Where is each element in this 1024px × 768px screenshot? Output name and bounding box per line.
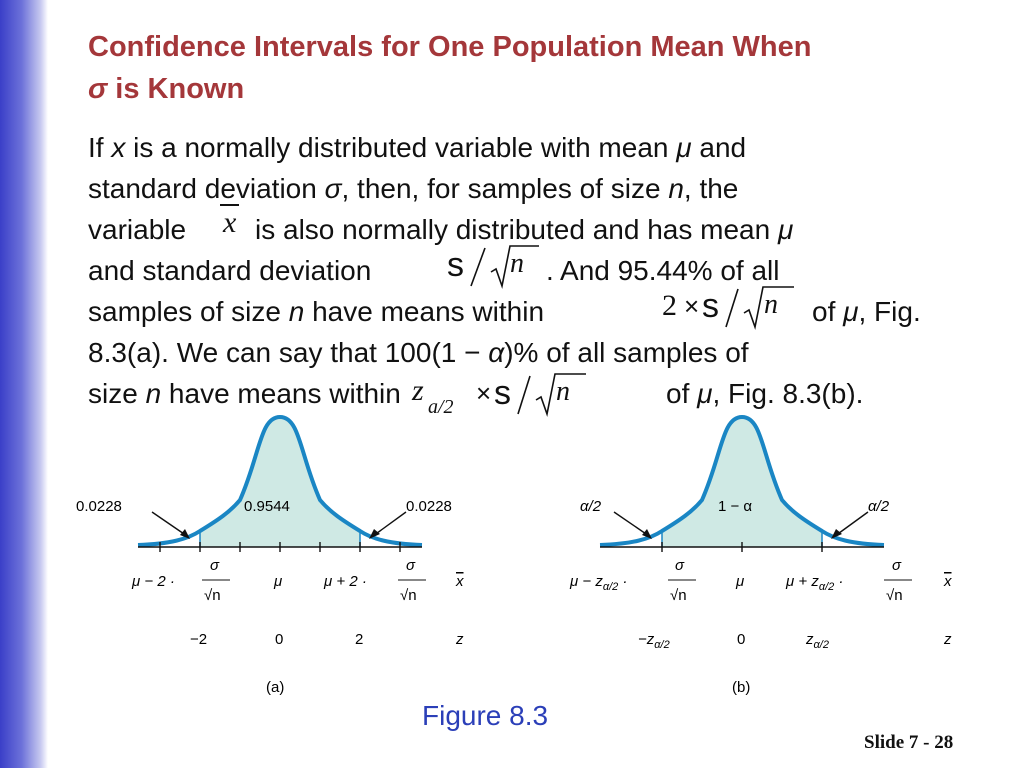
figure-a-row1-right: μ + 2 ·: [324, 573, 367, 590]
body-line-7: size n have means within: [88, 378, 401, 409]
figure-b-row1-right: $\mu + z_{\alpha/2}$ ·: [786, 573, 844, 593]
figure-b-center-area: 1 − α: [718, 498, 753, 515]
svg-text:σ: σ: [675, 557, 685, 574]
figure-a-label: (a): [266, 679, 285, 696]
figure-a-right-tail: 0.0228: [406, 498, 452, 515]
figure-b-left-tail: α/2: [580, 498, 602, 515]
figure-a-row1-mid: μ: [274, 573, 283, 590]
figure-b-row1-mid: μ: [736, 573, 745, 590]
figure-caption: Figure 8.3: [422, 700, 549, 731]
body-line-2: standard deviation σ, then, for samples of size n, the: [88, 173, 739, 204]
figure-a-row1-end: x: [456, 573, 464, 590]
body-line-3-rest: is also normally distributed and has mean μ: [255, 214, 794, 245]
xbar-symbol: x: [220, 206, 239, 240]
figure-a-shaded-area: [200, 417, 360, 547]
figure-a-center-area: 0.9544: [244, 498, 290, 515]
figure-b-label: (b): [732, 679, 751, 696]
body-line-3: variable: [88, 214, 187, 245]
figure-a-row2-mid: 0: [275, 631, 284, 648]
svg-text:√n: √n: [670, 587, 687, 604]
body-line-5-rest: of μ, Fig.: [812, 296, 921, 327]
slide-side-bar: [0, 0, 48, 768]
svg-text:σ: σ: [892, 557, 902, 574]
z-std-error-expression: z a/2 × s n: [412, 366, 592, 426]
figure-b-row2-mid: 0: [737, 631, 746, 648]
body-line-1: If x is a normally distributed variable with mean μ and: [88, 132, 747, 163]
slide-title: [88, 26, 988, 110]
title-line-2: is Known: [107, 73, 245, 105]
figure-a-row1-left: μ − 2 ·: [132, 573, 175, 590]
figure-a: [60, 400, 490, 700]
figure-b-row1-left: $\mu - z_{\alpha/2}$ ·: [570, 573, 628, 593]
svg-text:σ: σ: [210, 557, 220, 574]
std-error-expression: s n: [447, 242, 557, 292]
svg-text:√n: √n: [886, 587, 903, 604]
svg-text:√n: √n: [400, 587, 417, 604]
figure-b-shaded-area: [662, 417, 822, 547]
title-line-1: Confidence Intervals for One Population Mean When: [88, 31, 812, 63]
figure-b-row2-right: $z_{\alpha/2}$: [806, 631, 829, 651]
body-line-4-rest: . And 95.44% of all: [546, 255, 780, 286]
svg-text:σ: σ: [406, 557, 416, 574]
figure-b-row1-end: x: [944, 573, 952, 590]
body-line-4: and standard deviation: [88, 255, 372, 286]
body-line-5: samples of size n have means within: [88, 296, 545, 327]
figure-a-left-tail: 0.0228: [76, 498, 122, 515]
slide-number: Slide 7 - 28: [864, 732, 954, 753]
figure-b-right-tail: α/2: [868, 498, 890, 515]
figure-a-row2-left: −2: [190, 631, 208, 648]
figure-b: [520, 400, 970, 700]
two-std-error-expression: 2 × s n: [662, 283, 812, 333]
svg-text:√n: √n: [204, 587, 221, 604]
title-sigma: σ: [88, 73, 108, 105]
body-line-7-rest: of μ, Fig. 8.3(b).: [666, 378, 864, 409]
figure-a-row2-right: 2: [355, 631, 364, 648]
figure-b-row2-left: $-z_{\alpha/2}$: [638, 631, 670, 651]
figure-a-row2-end: z: [456, 631, 464, 648]
figure-b-row2-end: z: [944, 631, 952, 648]
body-line-6: 8.3(a). We can say that 100(1 − α)% of all samples of: [88, 337, 749, 368]
fraction-sqrt-glyph: [469, 242, 549, 292]
